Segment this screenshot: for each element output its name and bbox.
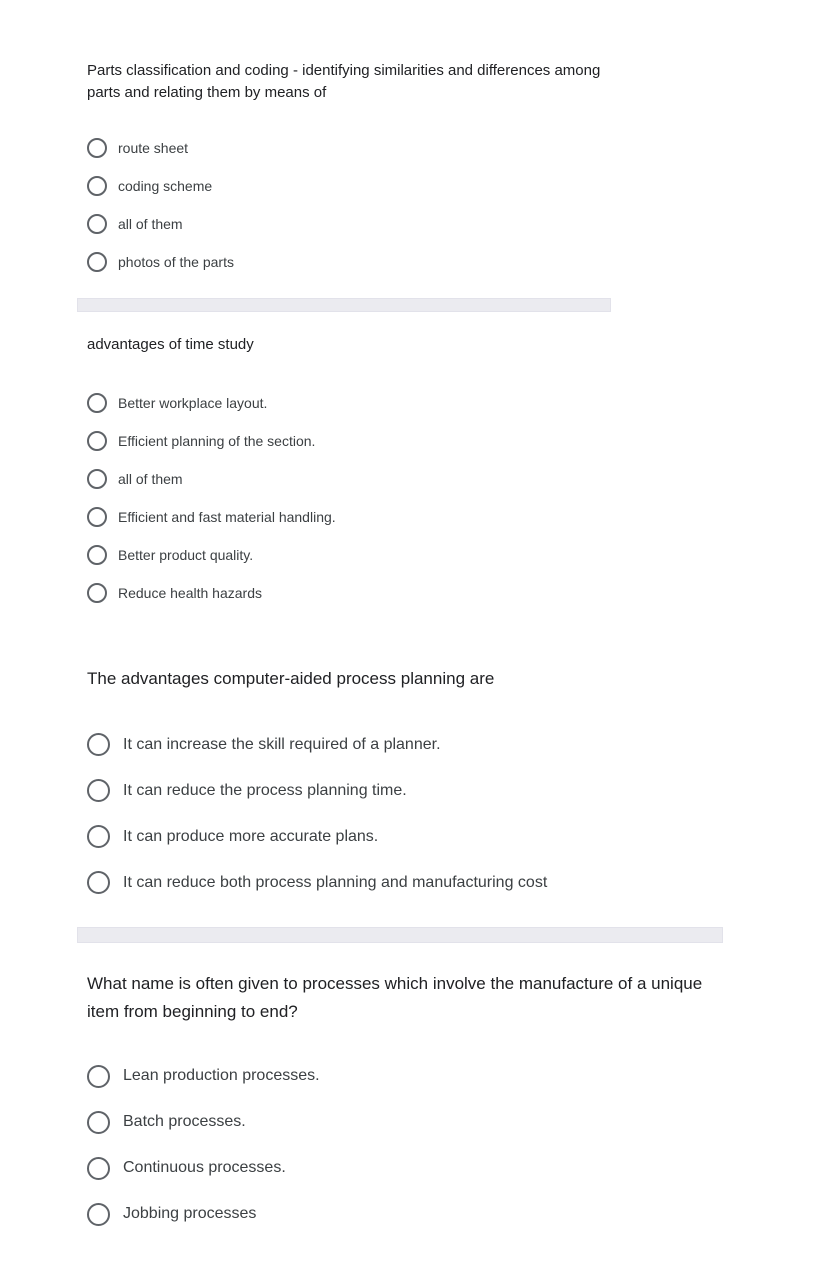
question-time-study <box>87 334 627 612</box>
section-divider <box>77 927 723 943</box>
option-list <box>87 384 627 612</box>
option-label: Lean production processes. <box>123 1067 320 1084</box>
option-label: Efficient and fast material handling. <box>118 508 336 525</box>
option-label: Jobbing processes <box>123 1205 257 1222</box>
option-jobbing[interactable] <box>87 1191 727 1237</box>
option-all-of-them[interactable] <box>87 460 627 498</box>
question-title: What name is often given to processes which involve the manufacture of a unique item from beginning to end? <box>87 974 703 1021</box>
option-label: It can increase the skill required of a planner. <box>123 735 441 753</box>
option-label: It can reduce the process planning time. <box>123 781 407 799</box>
option-label: coding scheme <box>118 177 213 194</box>
radio-button[interactable] <box>87 252 107 272</box>
option-list <box>87 1053 727 1237</box>
option-photos-of-parts[interactable] <box>87 243 627 281</box>
option-label: all of them <box>118 470 183 487</box>
question-title: The advantages computer-aided process planning are <box>87 669 495 688</box>
radio-button[interactable] <box>87 871 110 894</box>
option-label: Better workplace layout. <box>118 394 268 411</box>
option-label: Better product quality. <box>118 546 254 563</box>
option-route-sheet[interactable] <box>87 129 627 167</box>
option-batch[interactable] <box>87 1099 727 1145</box>
radio-button[interactable] <box>87 1111 110 1134</box>
question-parts-classification <box>87 60 627 281</box>
option-continuous[interactable] <box>87 1145 727 1191</box>
option-label: route sheet <box>118 139 189 156</box>
option-label: Continuous processes. <box>123 1159 286 1176</box>
option-accurate-plans[interactable] <box>87 814 727 860</box>
option-workplace-layout[interactable] <box>87 384 627 422</box>
radio-button[interactable] <box>87 469 107 489</box>
question-title: advantages of time study <box>87 336 254 353</box>
radio-button[interactable] <box>87 1203 110 1226</box>
option-efficient-planning[interactable] <box>87 422 627 460</box>
option-label: Efficient planning of the section. <box>118 432 316 449</box>
radio-button[interactable] <box>87 176 107 196</box>
question-title: Parts classification and coding - identifying similarities and differences among parts and relating them by means of <box>87 62 601 101</box>
radio-button[interactable] <box>87 431 107 451</box>
option-label: photos of the parts <box>118 253 234 270</box>
option-all-of-them[interactable] <box>87 205 627 243</box>
radio-button[interactable] <box>87 779 110 802</box>
radio-button[interactable] <box>87 393 107 413</box>
radio-button[interactable] <box>87 214 107 234</box>
option-coding-scheme[interactable] <box>87 167 627 205</box>
option-label: all of them <box>118 215 183 232</box>
option-material-handling[interactable] <box>87 498 627 536</box>
radio-button[interactable] <box>87 583 107 603</box>
radio-button[interactable] <box>87 507 107 527</box>
option-label: Reduce health hazards <box>118 584 262 601</box>
option-label: Batch processes. <box>123 1113 246 1130</box>
option-reduce-time[interactable] <box>87 768 727 814</box>
option-product-quality[interactable] <box>87 536 627 574</box>
question-capp-advantages <box>87 667 727 906</box>
option-list <box>87 722 727 906</box>
question-process-name <box>87 970 727 1237</box>
radio-button[interactable] <box>87 733 110 756</box>
option-label: It can produce more accurate plans. <box>123 827 379 845</box>
option-health-hazards[interactable] <box>87 574 627 612</box>
radio-button[interactable] <box>87 1157 110 1180</box>
radio-button[interactable] <box>87 545 107 565</box>
option-lean-production[interactable] <box>87 1053 727 1099</box>
section-divider <box>77 298 611 312</box>
radio-button[interactable] <box>87 138 107 158</box>
radio-button[interactable] <box>87 1065 110 1088</box>
option-list <box>87 129 627 281</box>
option-label: It can reduce both process planning and manufacturing cost <box>123 873 548 891</box>
option-increase-skill[interactable] <box>87 722 727 768</box>
option-reduce-cost[interactable] <box>87 860 727 906</box>
radio-button[interactable] <box>87 825 110 848</box>
